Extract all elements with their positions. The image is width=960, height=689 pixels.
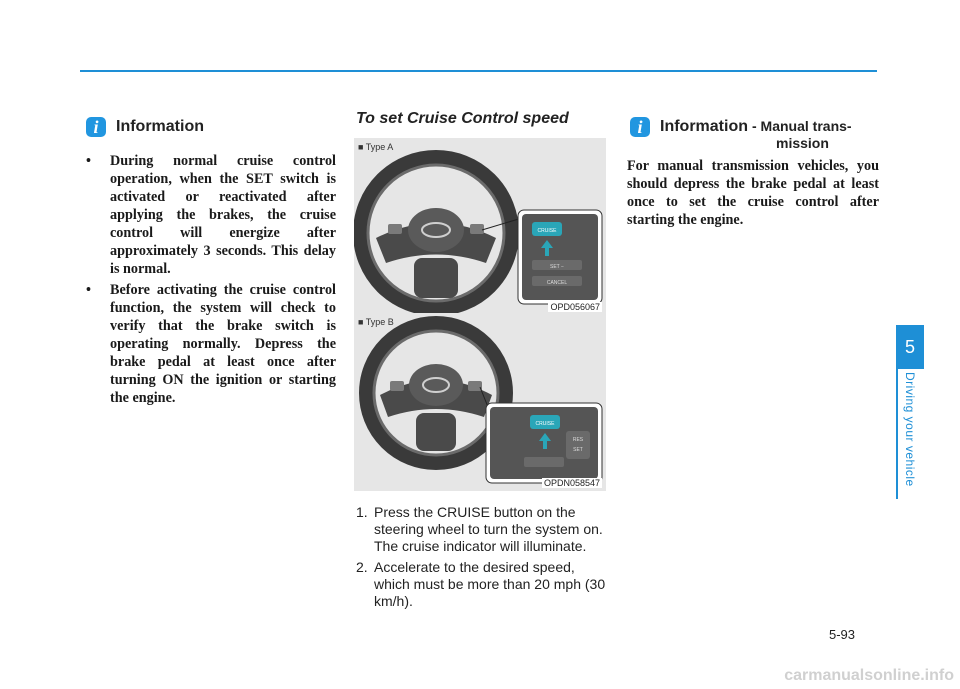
step-number: 1. [356, 504, 368, 520]
info-title-right-text: Information [660, 118, 748, 135]
chapter-tab: 5 [896, 325, 924, 369]
figure-type-b-code: OPDN058547 [543, 478, 600, 488]
page-number: 5-93 [829, 627, 856, 642]
info-right-subtitle-line1: - Manual trans- [752, 118, 852, 134]
info-icon: i [630, 117, 650, 137]
fig-b-cruise-label: CRUISE [535, 421, 555, 427]
bullet-marker: • [86, 153, 91, 169]
step-item [356, 559, 606, 610]
chapter-label: Driving your vehicle [903, 372, 917, 487]
figure-type-b-label: ■ Type B [358, 317, 394, 327]
step-text: Press the CRUISE button on the steering wheel to turn the system on. The cruise indicator will illuminate. [374, 504, 603, 554]
bullet-text: During normal cruise control operation, when the SET switch is activated or reactivated after applying the brakes, the cruise control will energize after approximately 3 seconds. This delay is normal. [110, 153, 336, 277]
info-right-subtitle [752, 118, 852, 152]
info-bullet-list [86, 152, 336, 410]
bullet-marker: • [86, 282, 91, 298]
info-title-right [630, 117, 748, 137]
fig-b-res-label: RES [572, 437, 584, 443]
info-icon: i [86, 117, 106, 137]
info-right-text: For manual transmission vehicles, you should depress the brake pedal at least once to set the cruise control after starting the engine. [627, 158, 879, 228]
info-title-left-text: Information [116, 118, 204, 135]
steering-wheel-type-b-illustration [354, 313, 606, 491]
section-heading: To set Cruise Control speed [356, 110, 569, 127]
top-rule [80, 70, 877, 72]
info-title-left [86, 117, 204, 137]
step-number: 2. [356, 559, 368, 575]
bullet-text: Before activating the cruise control function, the system will check to verify that the brake switch is operating normally. Depress the brake pedal at least once after turning ON the ignition or starting the engine. [110, 282, 336, 406]
step-text: Accelerate to the desired speed, which must be more than 20 mph (30 km/h). [374, 559, 606, 609]
figure-type-a [354, 138, 606, 315]
figure-type-a-label: ■ Type A [358, 142, 394, 152]
info-bullet-item [86, 281, 336, 407]
fig-b-set-label: SET [573, 447, 583, 453]
info-right-subtitle-line2: mission [776, 135, 829, 151]
info-bullet-item [86, 152, 336, 278]
fig-a-set-label: SET − [550, 264, 564, 270]
steps-list [356, 504, 606, 614]
figure-type-b [354, 313, 606, 491]
steering-wheel-type-a-illustration [354, 138, 606, 315]
figure-type-a-code: OPD056067 [550, 302, 600, 312]
fig-a-cancel-label: CANCEL [546, 280, 568, 286]
chapter-line [896, 369, 898, 499]
fig-a-cruise-label: CRUISE [537, 228, 557, 234]
step-item [356, 504, 606, 555]
watermark: carmanualsonline.info [784, 667, 954, 684]
